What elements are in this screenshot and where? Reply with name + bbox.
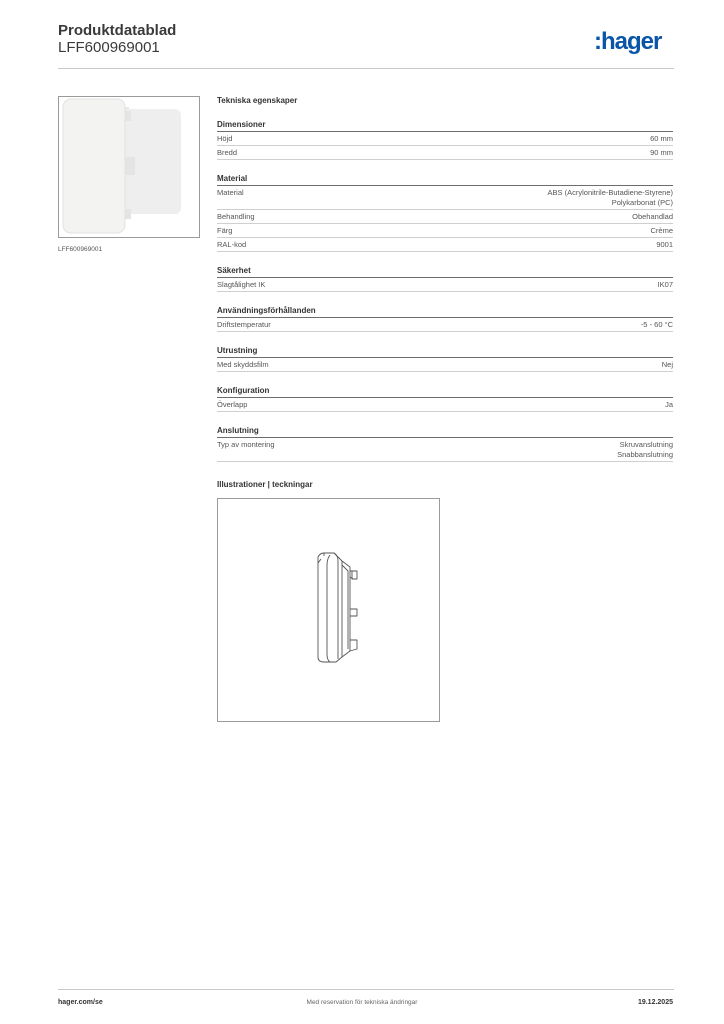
product-code: LFF600969001 — [58, 39, 160, 56]
spec-label: Behandling — [217, 212, 255, 221]
spec-label: Slagtålighet IK — [217, 280, 266, 289]
spec-label: Höjd — [217, 134, 233, 143]
footer-disclaimer: Med reservation för tekniska ändringar — [306, 999, 418, 1006]
footer-website: hager.com/se — [58, 999, 103, 1006]
product-image — [58, 96, 200, 238]
section-heading: Dimensioner — [217, 120, 673, 132]
illustrations-title: Illustrationer | teckningar — [217, 480, 313, 489]
spec-value: ABS (Acrylonitrile-Butadiene-Styrene) Polykarbonat (PC) — [547, 188, 673, 207]
spec-label: Färg — [217, 226, 233, 235]
spec-value: Nej — [661, 360, 673, 369]
spec-label: RAL-kod — [217, 240, 247, 249]
spec-value: -5 - 60 °C — [640, 320, 673, 329]
section-heading: Användningsförhållanden — [217, 306, 673, 318]
specs-title: Tekniska egenskaper — [217, 96, 298, 105]
spec-value: Crème — [650, 226, 673, 235]
footer-date: 19.12.2025 — [637, 999, 673, 1006]
spec-row — [217, 358, 673, 372]
spec-row — [217, 146, 673, 160]
spec-value: 9001 — [656, 240, 673, 249]
hager-logo — [594, 27, 674, 57]
svg-text::hager: :hager — [594, 28, 662, 55]
spec-value: 60 mm — [650, 134, 673, 143]
spec-label: Med skyddsfilm — [217, 360, 269, 369]
spec-label: Överlapp — [217, 400, 248, 409]
product-image-caption: LFF600969001 — [58, 246, 103, 253]
footer-divider — [58, 989, 674, 990]
section-heading: Säkerhet — [217, 266, 673, 278]
section-heading: Anslutning — [217, 426, 673, 438]
spec-label: Driftstemperatur — [217, 320, 271, 329]
page-title: Produktdatablad — [58, 22, 177, 39]
technical-specs — [217, 96, 673, 462]
product-drawing-icon — [218, 499, 439, 721]
spec-row — [217, 132, 673, 146]
spec-value: Obehandlad — [632, 212, 673, 221]
spec-label: Material — [217, 188, 244, 197]
header-divider — [58, 68, 674, 69]
spec-row — [217, 186, 673, 210]
section-heading: Utrustning — [217, 346, 673, 358]
section-heading: Konfiguration — [217, 386, 673, 398]
spec-value: 90 mm — [650, 148, 673, 157]
spec-row — [217, 438, 673, 462]
spec-row — [217, 238, 673, 252]
spec-row — [217, 210, 673, 224]
illustration-drawing — [217, 498, 440, 722]
spec-row — [217, 278, 673, 292]
spec-row — [217, 318, 673, 332]
spec-label: Typ av montering — [217, 440, 275, 449]
spec-label: Bredd — [217, 148, 238, 157]
spec-row — [217, 224, 673, 238]
spec-row — [217, 398, 673, 412]
section-heading: Material — [217, 174, 673, 186]
spec-value: IK07 — [657, 280, 673, 289]
spec-value: Ja — [665, 400, 673, 409]
spec-value: Skruvanslutning Snabbanslutning — [617, 440, 673, 459]
product-photo-icon — [59, 97, 199, 237]
